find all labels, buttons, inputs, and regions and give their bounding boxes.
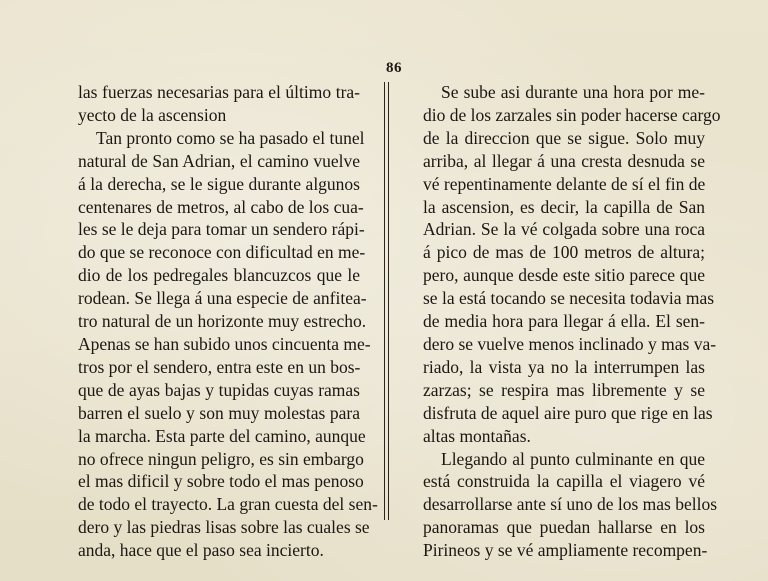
text-line: á pico de mas de 100 metros de altura; (423, 242, 705, 263)
text-line: Adrian. Se la vé colgada sobre una roca (423, 219, 705, 240)
text-line: no ofrece ningun peligro, es sin embargo (78, 448, 364, 469)
text-line: barren el suelo y son muy molestas para (78, 402, 360, 423)
text-line: Apenas se han subido unos cincuenta me- (78, 333, 371, 354)
text-line: Tan pronto como se ha pasado el tunel (96, 127, 365, 148)
text-line: disfruta de aquel aire puro que rige en las (423, 402, 713, 423)
text-line: dero y las piedras lisas sobre las cuales se (78, 517, 370, 538)
text-line: de la direccion que se sigue. Solo muy (423, 127, 705, 148)
text-line: Se sube asi durante una hora por me- (441, 82, 705, 102)
text-line: á la derecha, se le sigue durante algunos (78, 173, 360, 194)
text-line: zarzas; se respira mas libremente y se (423, 379, 705, 400)
text-line: centenares de metros, al cabo de los cua- (78, 196, 364, 217)
text-line: yecto de la ascension (78, 104, 227, 125)
text-line: tro natural de un horizonte muy estrecho. (78, 311, 367, 332)
text-line: riado, la vista ya no la interrumpen las (423, 356, 705, 377)
text-line: está construida la capilla el viagero vé (423, 471, 705, 492)
page-number: 86 (386, 60, 402, 76)
text-line: dio de los zarzales sin poder hacerse cargo (423, 104, 721, 125)
right-text-column (423, 81, 721, 562)
text-line: Pirineos y se vé ampliamente recompen- (423, 540, 708, 561)
text-line: desarrollarse ante sí uno de los mas bellos (423, 494, 718, 515)
text-line: rodean. Se llega á una especie de anfitea- (78, 288, 367, 309)
text-line: altas montañas. (423, 425, 531, 446)
text-line: panoramas que puedan hallarse en los (423, 517, 705, 538)
text-line: les se le deja para tomar un sendero rápi- (78, 219, 365, 240)
text-line: vé repentinamente delante de sí el fin de (423, 173, 706, 194)
text-line: de todo el trayecto. La gran cuesta del sen- (78, 494, 378, 515)
text-line: la marcha. Esta parte del camino, aunque (78, 425, 366, 446)
text-line: dio de los pedregales blancuzcos que le (78, 265, 360, 286)
text-line: se la está tocando se necesita todavia mas (423, 288, 715, 309)
text-line: de media hora para llegar á ella. El sen- (423, 311, 705, 332)
column-divider (384, 82, 389, 520)
text-line: natural de San Adrian, el camino vuelve (78, 150, 360, 171)
left-text-column (78, 81, 378, 562)
text-line: tros por el sendero, entra este en un bos- (78, 356, 361, 377)
text-line: anda, hace que el paso sea incierto. (78, 540, 324, 561)
text-line: dero se vuelve menos inclinado y mas va- (423, 333, 717, 354)
text-line: la ascension, es decir, la capilla de San (423, 196, 705, 217)
text-line: las fuerzas necesarias para el último tra- (78, 82, 360, 102)
text-line: pero, aunque desde este sitio parece que (423, 265, 705, 286)
text-line: arriba, al llegar á una cresta desnuda se (423, 150, 705, 171)
text-line: que de ayas bajas y tupidas cuyas ramas (78, 379, 360, 400)
text-line: Llegando al punto culminante en que (441, 448, 705, 469)
text-line: do que se reconoce con dificultad en me- (78, 242, 366, 263)
text-line: el mas dificil y sobre todo el mas penoso (78, 471, 364, 492)
